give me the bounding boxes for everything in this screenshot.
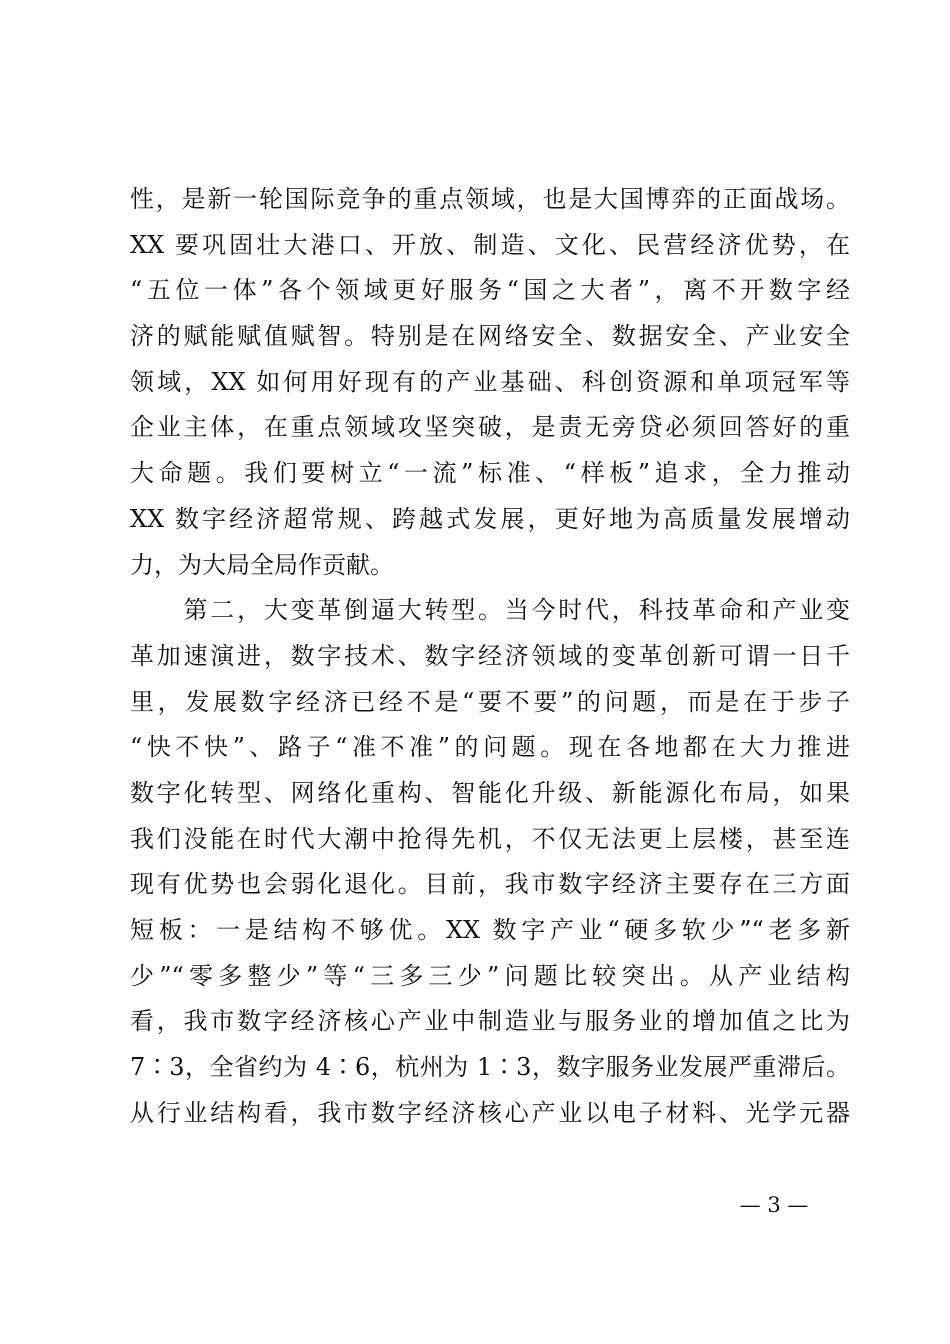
text-line: 力，为大局全局作贡献。	[130, 550, 394, 579]
text-line: 领域，XX 如何用好现有的产业基础、科创资源和单项冠军等	[130, 367, 850, 396]
text-line: 我们没能在时代大潮中抢得先机，不仅无法更上层楼，甚至连	[130, 824, 850, 853]
text-line: 大命题。我们要树立“一流”标准、“样板”追求，全力推动	[130, 459, 850, 488]
page-number: — 3 —	[739, 1193, 809, 1217]
text-line: XX 要巩固壮大港口、开放、制造、文化、民营经济优势，在	[130, 230, 850, 259]
text-line: 短板：一是结构不够优。XX 数字产业“硬多软少”“老多新	[130, 916, 850, 944]
body-text	[130, 177, 850, 1136]
text-line: 里，发展数字经济已经不是“要不要”的问题，而是在于步子	[130, 687, 850, 716]
text-line: 从行业结构看，我市数字经济核心产业以电子材料、光学元器	[130, 1098, 850, 1127]
text-line: 数字化转型、网络化重构、智能化升级、新能源化布局，如果	[130, 778, 850, 807]
text-line: 看，我市数字经济核心产业中制造业与服务业的增加值之比为	[130, 1007, 850, 1036]
text-line: 革加速演进，数字技术、数字经济领域的变革创新可谓一日千	[130, 641, 850, 670]
text-line: XX 数字经济超常规、跨越式发展，更好地为高质量发展增动	[130, 504, 850, 533]
text-line: 现有优势也会弱化退化。目前，我市数字经济主要存在三方面	[130, 870, 850, 899]
text-line: 济的赋能赋值赋智。特别是在网络安全、数据安全、产业安全	[130, 322, 850, 351]
text-line: 第二，大变革倒逼大转型。当今时代，科技革命和产业变	[130, 596, 850, 625]
text-line: 少”“零多整少”等“三多三少”问题比较突出。从产业结构	[130, 961, 850, 990]
text-line: “快不快”、路子“准不准”的问题。现在各地都在大力推进	[130, 733, 850, 762]
text-line: 企业主体，在重点领域攻坚突破，是责无旁贷必须回答好的重	[130, 413, 850, 442]
text-line: 7∶3，全省约为 4∶6，杭州为 1∶3，数字服务业发展严重滞后。	[130, 1053, 850, 1082]
text-line: “五位一体”各个领域更好服务“国之大者”，离不开数字经	[130, 276, 850, 305]
text-line: 性，是新一轮国际竞争的重点领域，也是大国博弈的正面战场。	[130, 185, 850, 213]
